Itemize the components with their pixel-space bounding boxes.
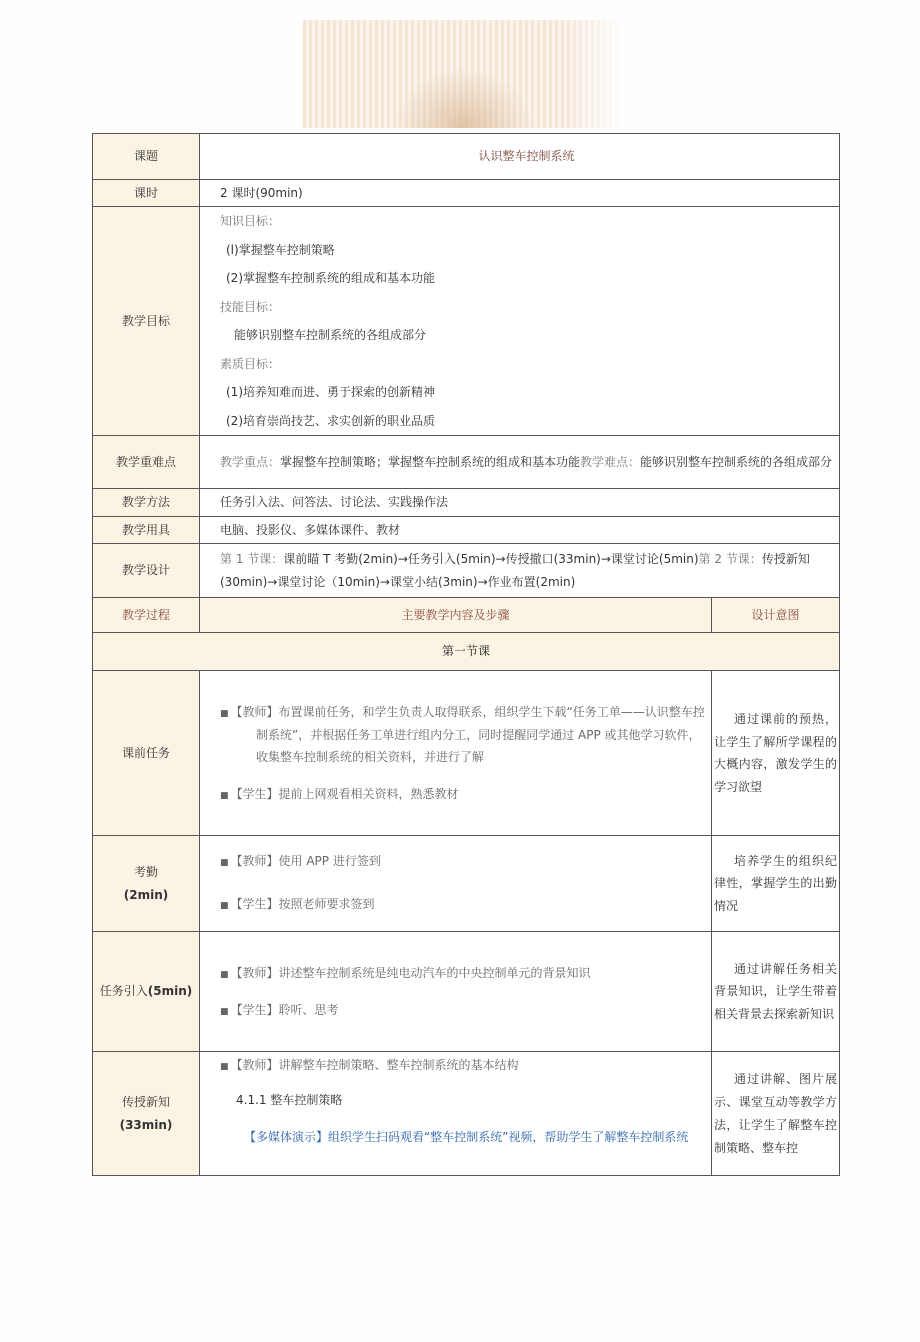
- process-header-row: [93, 598, 840, 633]
- step-row-teach: [93, 1052, 840, 1176]
- step-attendance-teacher: ■ 【教师】使用 APP 进行签到: [220, 854, 381, 869]
- row-objectives: [93, 207, 840, 436]
- keypoints-label: 教学重难点: [93, 436, 200, 489]
- step-teach-teacher: ■ 【教师】讲解整车控制策略、整车控制系统的基本结构: [220, 1058, 519, 1073]
- design-p2-prefix: 第 2 节课：: [698, 552, 762, 567]
- step-row-pre: [93, 671, 840, 836]
- difficult-prefix: 教学难点：: [580, 454, 641, 469]
- step-pre-content: [200, 671, 712, 836]
- step-pre-intent: 通过课前的预热，让学生了解所学课程的大概内容，激发学生的学习欲望: [712, 671, 840, 836]
- step-teach-subsection: 4.1.1 整车控制策略: [236, 1093, 343, 1108]
- section-title: 第一节课: [93, 633, 840, 671]
- tools-value: 电脑、投影仪、多媒体课件、教材: [200, 517, 840, 544]
- step-teach-label: 传授新知 (33min): [93, 1052, 200, 1176]
- topic-label: 课题: [93, 134, 200, 180]
- step-pre-label: 课前任务: [93, 671, 200, 836]
- step-attendance-student: ■ 【学生】按照老师要求签到: [220, 897, 375, 912]
- row-hours: [93, 180, 840, 207]
- step-intro-intent: 通过讲解任务相关背景知识，让学生带着相关背景去探索新知识: [712, 932, 840, 1052]
- step-teach-content: [200, 1052, 712, 1176]
- hours-label: 课时: [93, 180, 200, 207]
- skill-item-1: 能够识别整车控制系统的各组成部分: [234, 328, 427, 343]
- method-value: 任务引入法、问答法、讨论法、实践操作法: [200, 489, 840, 517]
- step-intro-label: 任务引入(5min): [93, 932, 200, 1052]
- design-label: 教学设计: [93, 544, 200, 598]
- step-teach-multimedia: 【多媒体演示】组织学生扫码观看“整车控制系统”视频，帮助学生了解整车控制系统: [244, 1129, 689, 1144]
- row-method: [93, 489, 840, 517]
- row-tools: [93, 517, 840, 544]
- row-design: [93, 544, 840, 598]
- row-keypoints: [93, 436, 840, 489]
- design-p1-prefix: 第 1 节课：: [220, 552, 284, 567]
- keypoints-content: [200, 436, 840, 489]
- square-bullet-icon: ■: [220, 1062, 229, 1073]
- design-p2: 传授新知(30min)→课堂讨论（10min)→课堂小结(3min)→作业布置(2min): [220, 552, 810, 589]
- hours-value: 2 课时(90min): [200, 180, 840, 207]
- difficult-text: 能够识别整车控制系统的各组成部分: [640, 454, 833, 469]
- knowledge-item-2: (2)掌握整车控制系统的组成和基本功能: [226, 271, 435, 286]
- key-text: 掌握整车控制策略；掌握整车控制系统的组成和基本功能: [280, 454, 581, 469]
- design-content: [200, 544, 840, 598]
- lesson-title: 认识整车控制系统: [200, 134, 840, 180]
- objectives-label: 教学目标: [93, 207, 200, 436]
- lesson-plan-table: [92, 133, 840, 1176]
- process-header-col2: 主要教学内容及步骤: [200, 598, 712, 633]
- section-row: [93, 633, 840, 671]
- header-banner-image: [303, 20, 625, 128]
- square-bullet-icon: ■: [220, 901, 229, 912]
- method-label: 教学方法: [93, 489, 200, 517]
- step-pre-teacher: ■ 【教师】布置课前任务，和学生负责人取得联系，组织学生下载“任务工单——认识整车控制系统”，并根据任务工单进行组内分工，同时提醒同学通过 APP 或其他学习软件，收集整车控制系统的相关资料，并进行了解: [220, 704, 705, 765]
- square-bullet-icon: ■: [220, 970, 229, 981]
- key-prefix: 教学重点：: [220, 454, 281, 469]
- square-bullet-icon: ■: [220, 858, 229, 869]
- step-attendance-content: [200, 836, 712, 932]
- step-intro-content: [200, 932, 712, 1052]
- quality-heading: 素质目标：: [220, 356, 281, 371]
- quality-item-2: (2)培育崇尚技艺、求实创新的职业品质: [226, 413, 435, 428]
- step-attendance-intent: 培养学生的组织纪律性，掌握学生的出勤情况: [712, 836, 840, 932]
- square-bullet-icon: ■: [220, 791, 229, 802]
- row-topic: [93, 134, 840, 180]
- tools-label: 教学用具: [93, 517, 200, 544]
- step-row-intro: [93, 932, 840, 1052]
- step-intro-student: ■ 【学生】聆听、思考: [220, 1002, 339, 1017]
- knowledge-heading: 知识目标：: [220, 214, 281, 228]
- step-pre-student: ■ 【学生】提前上网观看相关资料，熟悉教材: [220, 787, 459, 802]
- quality-item-1: (1)培养知难而进、勇于探索的创新精神: [226, 385, 435, 400]
- knowledge-item-1: (l)掌握整车控制策略: [226, 242, 335, 257]
- step-attendance-label: 考勤 (2min): [93, 836, 200, 932]
- step-teach-intent: 通过讲解、图片展示、课堂互动等教学方法，让学生了解整车控制策略、整车控: [712, 1052, 840, 1176]
- square-bullet-icon: ■: [220, 1006, 229, 1017]
- skill-heading: 技能目标：: [220, 299, 281, 314]
- objectives-content: [200, 207, 840, 436]
- step-intro-teacher: ■ 【教师】讲述整车控制系统是纯电动汽车的中央控制单元的背景知识: [220, 966, 591, 981]
- design-p1: 课前瞄 T 考勤(2min)→任务引入(5min)→传授撤口(33min)→课堂讨论(5min): [283, 552, 699, 567]
- process-header-col3: 设计意图: [712, 598, 840, 633]
- square-bullet-icon: ■: [220, 708, 229, 719]
- step-row-attendance: [93, 836, 840, 932]
- process-header-col1: 教学过程: [93, 598, 200, 633]
